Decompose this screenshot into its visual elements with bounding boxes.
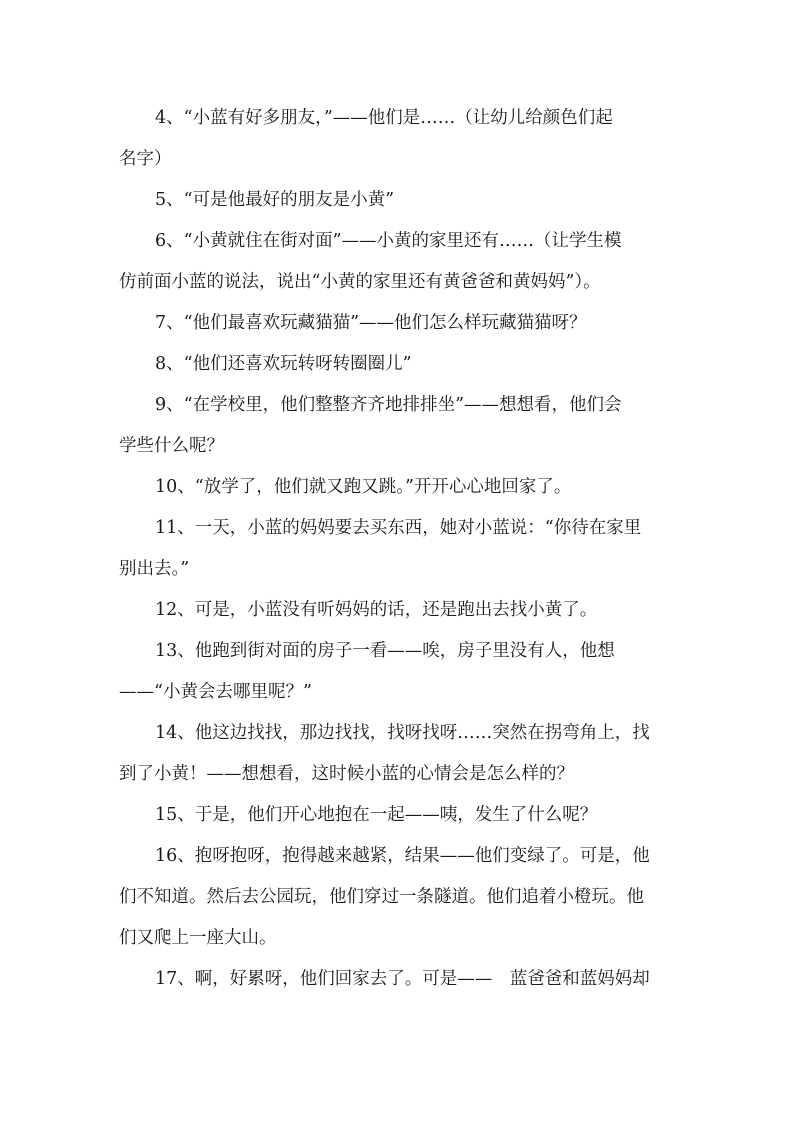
paragraph-15 [119,795,675,836]
paragraph-12 [119,590,675,631]
paragraph-14 [119,713,675,795]
paragraph-5 [119,180,675,221]
paragraph-line: ——“小黄会去哪里呢？” [119,682,312,702]
paragraph-line: 4、“小蓝有好多朋友，”——他们是……（让幼儿给颜色们起 [155,108,613,128]
paragraph-line: 15、于是，他们开心地抱在一起——咦，发生了什么呢？ [155,805,598,825]
paragraph-17 [119,959,675,1000]
paragraph-line: 仿前面小蓝的说法，说出“小黄的家里还有黄爸爸和黄妈妈”）。 [119,272,601,292]
paragraph-11 [119,508,675,590]
paragraph-line: 8、“他们还喜欢玩转呀转圈圈儿” [155,354,412,374]
paragraph-9 [119,385,675,467]
paragraph-16 [119,836,675,959]
paragraph-4 [119,98,675,180]
paragraph-13 [119,631,675,713]
paragraph-line: 11、一天，小蓝的妈妈要去买东西，她对小蓝说：“你待在家里 [155,518,642,538]
paragraph-line: 们又爬上一座大山。 [119,928,277,948]
paragraph-line: 7、“他们最喜欢玩藏猫猫”——他们怎么样玩藏猫猫呀？ [155,313,587,333]
paragraph-8 [119,344,675,385]
document-body [119,98,675,1000]
paragraph-line: 17、啊，好累呀，他们回家去了。可是—— 蓝爸爸和蓝妈妈却 [155,969,650,989]
paragraph-line: 16、抱呀抱呀，抱得越来越紧，结果——他们变绿了。可是，他 [155,846,650,866]
paragraph-line: 9、“在学校里，他们整整齐齐地排排坐”——想想看，他们会 [155,395,622,415]
paragraph-line: 10、“放学了，他们就又跑又跳。”开开心心地回家了。 [155,477,572,497]
paragraph-line: 14、他这边找找，那边找找，找呀找呀……突然在拐弯角上，找 [155,723,650,743]
paragraph-line: 学些什么呢？ [119,436,224,456]
paragraph-line: 们不知道。然后去公园玩，他们穿过一条隧道。他们追着小橙玩。他 [119,887,644,907]
paragraph-10 [119,467,675,508]
paragraph-line: 6、“小黄就住在街对面”——小黄的家里还有……（让学生模 [155,231,622,251]
paragraph-line: 13、他跑到街对面的房子一看——唉，房子里没有人，他想 [155,641,615,661]
paragraph-line: 5、“可是他最好的朋友是小黄” [155,190,395,210]
paragraph-line: 到了小黄！——想想看，这时候小蓝的心情会是怎么样的？ [119,764,574,784]
paragraph-line: 名字） [119,149,172,169]
paragraph-line: 别出去。” [119,559,190,579]
paragraph-line: 12、可是，小蓝没有听妈妈的话，还是跑出去找小黄了。 [155,600,598,620]
paragraph-7 [119,303,675,344]
paragraph-6 [119,221,675,303]
